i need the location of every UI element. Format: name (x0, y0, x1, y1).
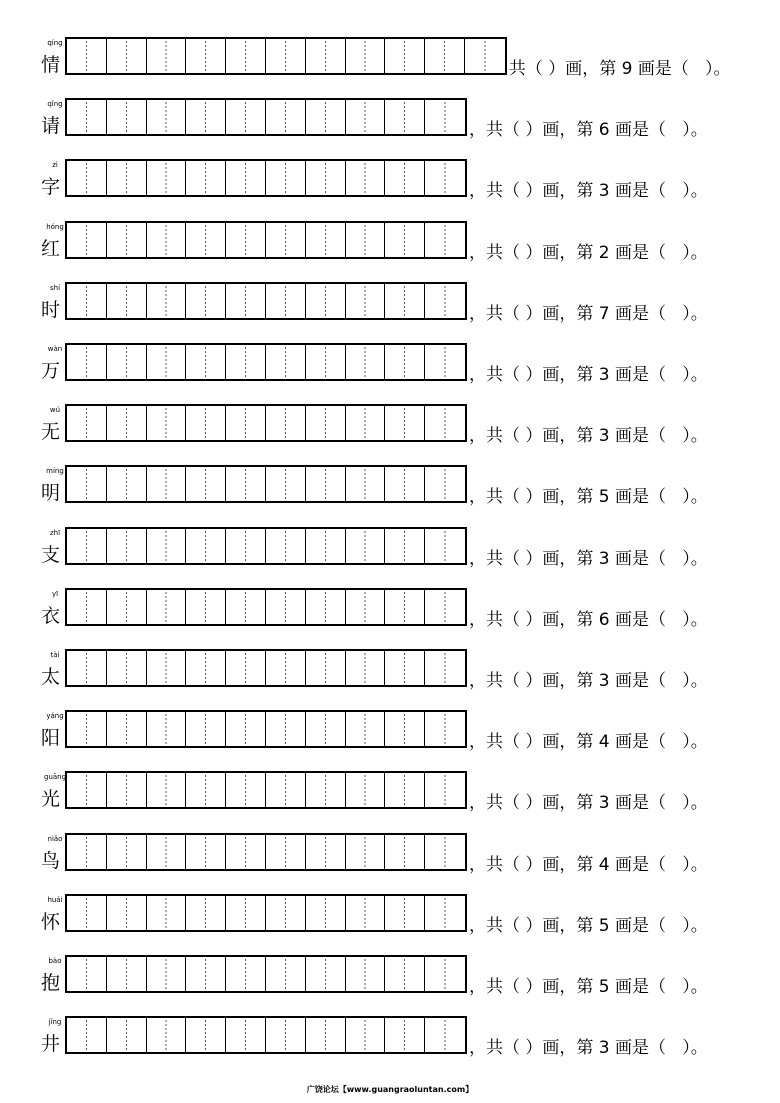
writing-cell[interactable] (186, 467, 226, 501)
writing-cell[interactable] (385, 284, 425, 318)
writing-cell[interactable] (266, 590, 306, 624)
writing-cell[interactable] (147, 467, 187, 501)
writing-cell[interactable] (346, 223, 386, 257)
writing-cell[interactable] (346, 161, 386, 195)
writing-grid (65, 1016, 467, 1054)
writing-cell[interactable] (306, 467, 346, 501)
writing-cell[interactable] (107, 284, 147, 318)
writing-cell[interactable] (186, 406, 226, 440)
writing-cell[interactable] (186, 835, 226, 869)
hanzi-character: 阳 (41, 727, 61, 750)
pinyin-label: shí (49, 283, 61, 292)
stroke-question: ，共（ ）画，第 3 画是（ ）。 (469, 181, 708, 202)
writing-cell[interactable] (226, 39, 266, 73)
writing-cell[interactable] (306, 712, 346, 746)
writing-cell[interactable] (107, 345, 147, 379)
hanzi-character: 时 (41, 298, 61, 321)
writing-cell[interactable] (385, 467, 425, 501)
writing-cell[interactable] (107, 712, 147, 746)
writing-cell[interactable] (385, 223, 425, 257)
writing-cell[interactable] (385, 712, 425, 746)
stroke-question: ，共（ ）画，第 3 画是（ ）。 (469, 793, 708, 814)
writing-cell[interactable] (385, 161, 425, 195)
writing-cell[interactable] (226, 651, 266, 685)
practice-row (0, 710, 780, 771)
writing-cell[interactable] (346, 529, 386, 563)
writing-cell[interactable] (67, 39, 107, 73)
writing-cell[interactable] (346, 590, 386, 624)
hanzi-character: 万 (41, 360, 61, 382)
writing-cell[interactable] (147, 651, 187, 685)
writing-cell[interactable] (67, 896, 107, 930)
writing-cell[interactable] (465, 39, 505, 73)
writing-cell[interactable] (147, 223, 187, 257)
writing-grid (65, 833, 467, 871)
practice-row (0, 955, 780, 1016)
hanzi-character: 太 (41, 666, 61, 688)
writing-cell[interactable] (425, 284, 465, 318)
writing-cell[interactable] (306, 529, 346, 563)
writing-cell[interactable] (306, 651, 346, 685)
writing-cell[interactable] (425, 100, 465, 134)
writing-grid (65, 894, 467, 932)
writing-cell[interactable] (107, 529, 147, 563)
writing-cell[interactable] (346, 100, 386, 134)
stroke-question: ，共（ ）画，第 5 画是（ ）。 (469, 487, 708, 508)
writing-cell[interactable] (107, 39, 147, 73)
pinyin-label: yáng (46, 712, 64, 721)
writing-cell[interactable] (147, 835, 187, 869)
writing-grid (65, 404, 467, 442)
writing-cell[interactable] (385, 100, 425, 134)
writing-cell[interactable] (67, 835, 107, 869)
writing-cell[interactable] (425, 896, 465, 930)
writing-cell[interactable] (385, 1018, 425, 1052)
pinyin-label: niǎo (47, 834, 63, 843)
writing-cell[interactable] (306, 773, 346, 807)
writing-cell[interactable] (67, 651, 107, 685)
writing-cell[interactable] (107, 651, 147, 685)
writing-cell[interactable] (266, 284, 306, 318)
writing-cell[interactable] (67, 590, 107, 624)
writing-cell[interactable] (186, 39, 226, 73)
writing-cell[interactable] (186, 773, 226, 807)
pinyin-label: wú (49, 406, 61, 415)
writing-cell[interactable] (186, 1018, 226, 1052)
writing-cell[interactable] (266, 957, 306, 991)
writing-cell[interactable] (226, 284, 266, 318)
pinyin-label: guāng (44, 773, 67, 782)
writing-cell[interactable] (425, 161, 465, 195)
pinyin-label: qíng (47, 39, 63, 47)
writing-cell[interactable] (425, 39, 465, 73)
hanzi-character: 无 (41, 421, 61, 444)
practice-row (0, 527, 780, 588)
writing-cell[interactable] (306, 406, 346, 440)
writing-cell[interactable] (425, 406, 465, 440)
practice-row (0, 37, 780, 98)
footer-watermark: 广饶论坛【www.guangraoluntan.com】 (306, 1085, 474, 1094)
writing-cell[interactable] (147, 590, 187, 624)
writing-cell[interactable] (266, 651, 306, 685)
pinyin-label: zhī (49, 528, 61, 537)
writing-cell[interactable] (226, 161, 266, 195)
hanzi-character: 情 (41, 54, 61, 76)
writing-cell[interactable] (107, 406, 147, 440)
stroke-question: 共（ ）画，第 9 画是（ ）。 (508, 59, 731, 79)
writing-cell[interactable] (107, 773, 147, 807)
writing-cell[interactable] (266, 712, 306, 746)
writing-cell[interactable] (266, 345, 306, 379)
writing-cell[interactable] (385, 39, 425, 73)
writing-cell[interactable] (266, 773, 306, 807)
writing-cell[interactable] (147, 529, 187, 563)
writing-cell[interactable] (186, 896, 226, 930)
writing-cell[interactable] (186, 590, 226, 624)
writing-cell[interactable] (107, 467, 147, 501)
writing-grid (65, 527, 467, 565)
writing-cell[interactable] (67, 161, 107, 195)
writing-cell[interactable] (385, 773, 425, 807)
writing-cell[interactable] (346, 773, 386, 807)
writing-cell[interactable] (346, 284, 386, 318)
writing-cell[interactable] (425, 345, 465, 379)
writing-cell[interactable] (226, 773, 266, 807)
writing-cell[interactable] (67, 957, 107, 991)
writing-cell[interactable] (186, 345, 226, 379)
practice-row (0, 159, 780, 220)
writing-cell[interactable] (385, 896, 425, 930)
practice-row (0, 833, 780, 894)
pinyin-label: tài (50, 651, 60, 659)
writing-grid (65, 159, 467, 197)
writing-cell[interactable] (425, 223, 465, 257)
stroke-question: ，共（ ）画，第 3 画是（ ）。 (469, 426, 708, 447)
writing-cell[interactable] (266, 223, 306, 257)
stroke-question: ，共（ ）画，第 3 画是（ ）。 (469, 548, 708, 569)
writing-cell[interactable] (147, 773, 187, 807)
writing-cell[interactable] (266, 406, 306, 440)
pinyin-label: huái (47, 895, 63, 904)
writing-cell[interactable] (67, 529, 107, 563)
stroke-question: ，共（ ）画，第 2 画是（ ）。 (469, 242, 708, 263)
writing-cell[interactable] (266, 467, 306, 501)
writing-cell[interactable] (226, 406, 266, 440)
practice-row (0, 98, 780, 159)
writing-cell[interactable] (147, 406, 187, 440)
writing-cell[interactable] (107, 835, 147, 869)
writing-cell[interactable] (226, 100, 266, 134)
writing-cell[interactable] (306, 161, 346, 195)
writing-cell[interactable] (346, 39, 386, 73)
practice-row (0, 221, 780, 282)
stroke-question: ，共（ ）画，第 6 画是（ ）。 (469, 609, 708, 630)
writing-cell[interactable] (226, 345, 266, 379)
writing-cell[interactable] (107, 223, 147, 257)
writing-cell[interactable] (385, 957, 425, 991)
writing-cell[interactable] (226, 1018, 266, 1052)
pinyin-label: bào (48, 957, 62, 965)
writing-cell[interactable] (266, 100, 306, 134)
writing-grid (65, 771, 467, 809)
practice-row (0, 282, 780, 343)
writing-cell[interactable] (266, 835, 306, 869)
writing-cell[interactable] (306, 957, 346, 991)
writing-cell[interactable] (147, 957, 187, 991)
writing-cell[interactable] (425, 529, 465, 563)
hanzi-character: 请 (41, 115, 61, 138)
writing-cell[interactable] (147, 161, 187, 195)
writing-cell[interactable] (226, 712, 266, 746)
hanzi-character: 抱 (41, 972, 61, 994)
stroke-question: ，共（ ）画，第 3 画是（ ）。 (469, 365, 708, 385)
writing-cell[interactable] (385, 835, 425, 869)
pinyin-label: zì (52, 161, 58, 170)
hanzi-character: 怀 (41, 910, 61, 933)
writing-grid (65, 710, 467, 748)
writing-cell[interactable] (346, 345, 386, 379)
writing-cell[interactable] (226, 467, 266, 501)
writing-cell[interactable] (266, 39, 306, 73)
practice-row (0, 771, 780, 832)
writing-cell[interactable] (147, 284, 187, 318)
writing-cell[interactable] (306, 345, 346, 379)
practice-row (0, 649, 780, 710)
writing-cell[interactable] (346, 957, 386, 991)
hanzi-character: 支 (41, 543, 61, 566)
writing-cell[interactable] (425, 1018, 465, 1052)
writing-grid (65, 588, 467, 626)
writing-cell[interactable] (346, 651, 386, 685)
practice-row (0, 404, 780, 465)
writing-cell[interactable] (186, 651, 226, 685)
stroke-question: ，共（ ）画，第 6 画是（ ）。 (469, 120, 708, 141)
writing-cell[interactable] (67, 100, 107, 134)
writing-cell[interactable] (107, 896, 147, 930)
writing-cell[interactable] (186, 161, 226, 195)
stroke-question: ，共（ ）画，第 5 画是（ ）。 (469, 977, 708, 997)
stroke-question: ，共（ ）画，第 3 画是（ ）。 (469, 671, 708, 691)
hanzi-character: 光 (41, 788, 61, 811)
stroke-question: ，共（ ）画，第 4 画是（ ）。 (469, 732, 708, 753)
writing-cell[interactable] (186, 223, 226, 257)
writing-cell[interactable] (306, 284, 346, 318)
writing-cell[interactable] (346, 712, 386, 746)
writing-cell[interactable] (346, 467, 386, 501)
writing-grid (65, 465, 467, 503)
writing-grid (65, 98, 467, 136)
writing-cell[interactable] (346, 896, 386, 930)
writing-cell[interactable] (226, 896, 266, 930)
writing-grid (65, 221, 467, 259)
writing-cell[interactable] (147, 345, 187, 379)
writing-cell[interactable] (186, 100, 226, 134)
writing-cell[interactable] (306, 100, 346, 134)
writing-cell[interactable] (425, 712, 465, 746)
writing-grid (65, 282, 467, 320)
writing-cell[interactable] (67, 1018, 107, 1052)
stroke-question: ，共（ ）画，第 7 画是（ ）。 (469, 303, 708, 324)
writing-cell[interactable] (67, 406, 107, 440)
hanzi-character: 红 (41, 237, 61, 260)
practice-row (0, 465, 780, 526)
writing-cell[interactable] (107, 590, 147, 624)
writing-cell[interactable] (306, 1018, 346, 1052)
writing-cell[interactable] (147, 712, 187, 746)
writing-cell[interactable] (147, 1018, 187, 1052)
writing-cell[interactable] (107, 161, 147, 195)
writing-cell[interactable] (226, 529, 266, 563)
writing-cell[interactable] (385, 406, 425, 440)
writing-cell[interactable] (147, 39, 187, 73)
practice-row (0, 343, 780, 404)
pinyin-label: hóng (46, 222, 64, 231)
writing-cell[interactable] (306, 590, 346, 624)
writing-cell[interactable] (266, 529, 306, 563)
writing-cell[interactable] (266, 1018, 306, 1052)
writing-cell[interactable] (306, 835, 346, 869)
writing-cell[interactable] (385, 345, 425, 379)
hanzi-character: 井 (41, 1033, 61, 1056)
writing-cell[interactable] (346, 1018, 386, 1052)
writing-cell[interactable] (306, 39, 346, 73)
writing-cell[interactable] (266, 896, 306, 930)
writing-cell[interactable] (67, 712, 107, 746)
pinyin-label: yī (51, 589, 59, 598)
writing-cell[interactable] (107, 1018, 147, 1052)
hanzi-character: 字 (41, 176, 61, 199)
writing-cell[interactable] (425, 590, 465, 624)
writing-cell[interactable] (306, 896, 346, 930)
writing-cell[interactable] (147, 896, 187, 930)
practice-row (0, 1016, 780, 1077)
writing-cell[interactable] (425, 651, 465, 685)
writing-grid (65, 37, 507, 75)
writing-cell[interactable] (67, 345, 107, 379)
hanzi-character: 明 (41, 482, 61, 505)
writing-cell[interactable] (107, 957, 147, 991)
writing-cell[interactable] (186, 284, 226, 318)
writing-cell[interactable] (67, 223, 107, 257)
writing-grid (65, 649, 467, 687)
writing-grid (65, 955, 467, 993)
writing-cell[interactable] (67, 773, 107, 807)
writing-cell[interactable] (186, 957, 226, 991)
writing-cell[interactable] (346, 406, 386, 440)
writing-cell[interactable] (67, 467, 107, 501)
practice-row (0, 588, 780, 649)
pinyin-label: qǐng (47, 100, 63, 109)
writing-cell[interactable] (226, 223, 266, 257)
writing-cell[interactable] (425, 467, 465, 501)
pinyin-label: wàn (47, 345, 63, 353)
writing-cell[interactable] (266, 161, 306, 195)
pinyin-label: míng (46, 467, 64, 476)
writing-grid (65, 343, 467, 381)
writing-cell[interactable] (385, 529, 425, 563)
writing-cell[interactable] (107, 100, 147, 134)
stroke-question: ，共（ ）画，第 5 画是（ ）。 (469, 915, 708, 936)
pinyin-label: jǐng (48, 1018, 62, 1027)
writing-cell[interactable] (226, 957, 266, 991)
writing-cell[interactable] (147, 100, 187, 134)
writing-cell[interactable] (346, 835, 386, 869)
stroke-question: ，共（ ）画，第 4 画是（ ）。 (469, 854, 708, 875)
practice-row (0, 894, 780, 955)
writing-cell[interactable] (186, 712, 226, 746)
stroke-question: ，共（ ）画，第 3 画是（ ）。 (469, 1038, 708, 1059)
writing-cell[interactable] (67, 284, 107, 318)
writing-cell[interactable] (306, 223, 346, 257)
writing-cell[interactable] (425, 957, 465, 991)
writing-cell[interactable] (425, 773, 465, 807)
writing-cell[interactable] (425, 835, 465, 869)
writing-cell[interactable] (226, 835, 266, 869)
writing-cell[interactable] (385, 590, 425, 624)
writing-cell[interactable] (226, 590, 266, 624)
hanzi-character: 鸟 (41, 849, 61, 872)
writing-cell[interactable] (385, 651, 425, 685)
writing-cell[interactable] (186, 529, 226, 563)
hanzi-character: 衣 (41, 604, 61, 627)
